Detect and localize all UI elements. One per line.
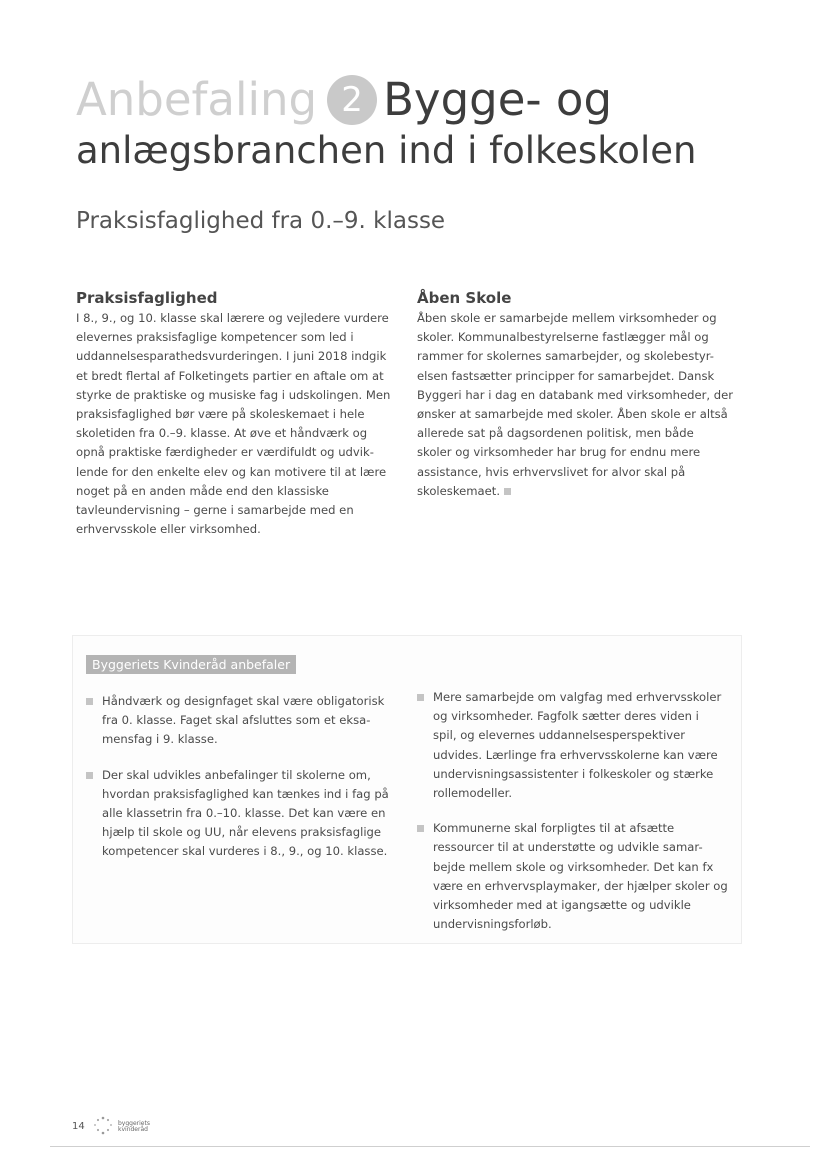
bullet-text: Håndværk og designfaget skal være obligatorisk fra 0. klasse. Faget skal afsluttes som et eksa- mensfag i 9. klasse.	[102, 694, 385, 747]
right-column-text	[417, 309, 752, 501]
box-right-list	[417, 688, 735, 934]
logo-dots-icon	[92, 1116, 114, 1136]
bullet-square-icon	[86, 772, 93, 779]
recommendation-number-badge: 2	[327, 75, 377, 125]
list-item	[86, 692, 404, 750]
bullet-square-icon	[417, 825, 424, 832]
logo-text-line2: kvinderåd	[118, 1126, 148, 1133]
list-item	[86, 766, 404, 862]
list-item	[417, 688, 735, 803]
footer-divider	[50, 1146, 810, 1147]
byggeriets-kvinderaad-logo	[92, 1116, 152, 1136]
list-item	[417, 819, 735, 934]
recommendation-box-label: Byggeriets Kvinderåd anbefaler	[86, 655, 296, 674]
left-column-text: I 8., 9., og 10. klasse skal lærere og vejledere vurdere elevernes praksisfaglige kompetencer som led i uddannelsesparathedsvurderingen. I juni 2018 indgik et bredt flertal af Folketingets partier en aftale om at styrke de praktiske og musiske fag i udskolingen. Men praksisfaglighed bør være på skoleskemaet i hele skoletiden fra 0.–9. klasse. At øve et håndværk og opnå praktiske færdigheder er værdifuldt og udvik- lende for den enkelte elev og kan motivere til at lære noget på en anden måde end den klassiske tavleundervisning – gerne i samarbejde med en erhvervsskole eller virksomhed.	[76, 311, 391, 537]
page-number: 14	[72, 1121, 85, 1132]
bullet-square-icon	[86, 698, 93, 705]
bullet-text: Mere samarbejde om valgfag med erhvervsskoler og virksomheder. Fagfolk sætter deres viden i spil, og elevernes uddannelsesperspektiver udvides. Lærlinge fra erhvervsskolerne kan være undervisningsassistenter i folkeskoler og stærke rollemodeller.	[433, 690, 722, 801]
title-prefix: Anbefaling	[76, 73, 318, 126]
title-line1: Bygge- og	[383, 73, 613, 126]
bullet-square-icon	[417, 694, 424, 701]
left-column	[76, 289, 396, 539]
bullet-text: Der skal udvikles anbefalinger til skolerne om, hvordan praksisfaglighed kan tænkes ind i fag på alle klassetrin fra 0.–10. klasse. Det kan være en hjælp til skole og UU, når elevens praksisfaglige kompetencer skal vurderes i 8., 9., og 10. klasse.	[102, 767, 389, 859]
left-column-heading: Praksisfaglighed	[76, 289, 218, 307]
page-title-line2: anlægsbranchen ind i folkeskolen	[76, 129, 697, 172]
page-title-line1	[76, 74, 612, 126]
page-subtitle: Praksisfaglighed fra 0.–9. klasse	[76, 208, 446, 234]
right-column	[417, 289, 752, 501]
logo-text-line1: byggeriets	[118, 1120, 150, 1127]
end-mark-icon	[504, 488, 511, 495]
right-column-heading: Åben Skole	[417, 289, 512, 307]
bullet-text: Kommunerne skal forpligtes til at afsætte ressourcer til at understøtte og udvikle samar- bejde mellem skole og virksomheder. Det kan fx være en erhvervsplaymaker, der hjælper skoler og virksomheder med at igangsætte og udvikle undervisningsforløb.	[433, 821, 728, 932]
right-column-body: Åben skole er samarbejde mellem virksomheder og skoler. Kommunalbestyrelserne fastlægger mål og rammer for skolernes samarbejder, og skolebestyr- elsen fastsætter principper for samarbejdet. Dansk Byggeri har i dag en databank med virksomheder, der ønsker at samarbejde med skoler. Åben skole er altså allerede sat på dagsordenen politisk, men både skoler og virksomheder har brug for endnu mere assistance, hvis erhvervslivet for alvor skal på skoleskemaet.	[417, 311, 733, 498]
box-left-list	[86, 692, 404, 862]
